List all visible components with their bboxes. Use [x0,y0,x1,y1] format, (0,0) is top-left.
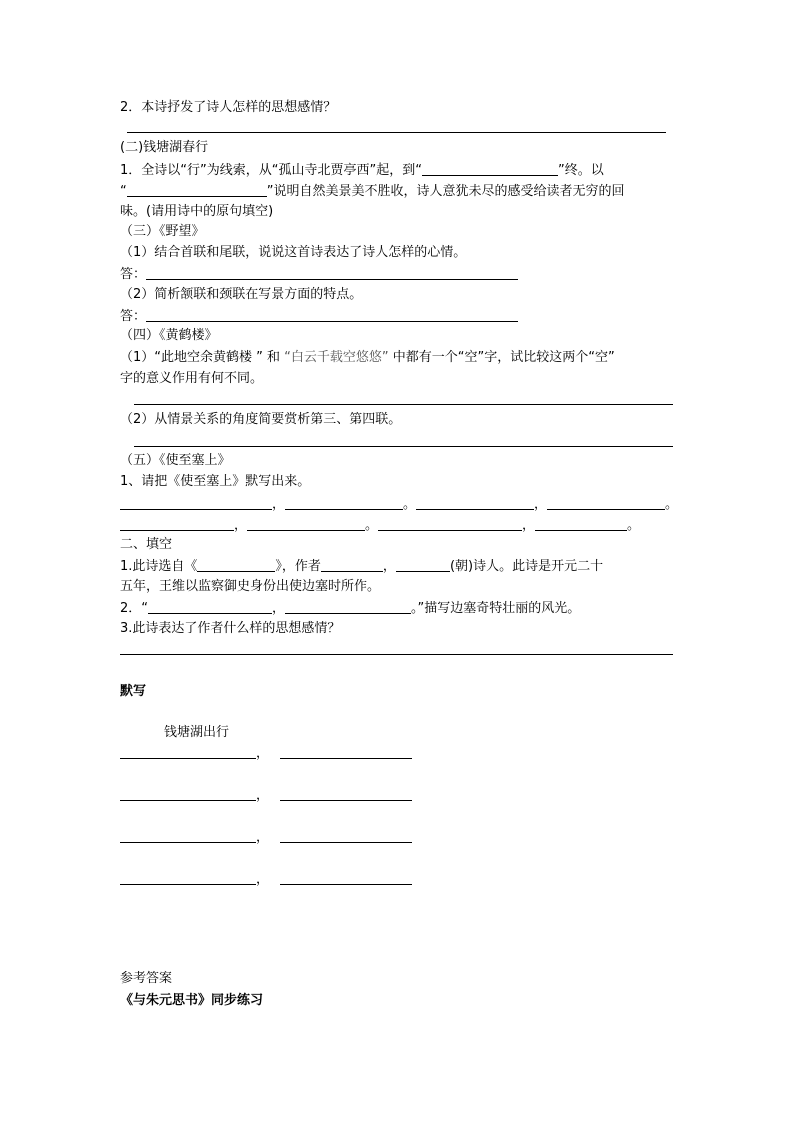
fill-blank[interactable] [280,787,412,801]
section-4-question-1: （1）“此地空余黄鹤楼 ” 和 “白云千载空悠悠” 中都有一个“空”字，试比较这两个“空” [120,350,615,365]
section-5-title: （五）《使至塞上》 [120,453,231,468]
fill-blank[interactable] [120,745,256,759]
next-exercise-title: 《与朱元思书》同步练习 [120,993,264,1008]
section-4-question-2: （2）从情景关系的角度简要赏析第三、第四联。 [120,412,402,427]
fill-blank[interactable] [120,871,256,885]
fill-blank[interactable] [547,496,665,510]
fill-question-1: 1.此诗选自《 》，作者 ， (朝)诗人。此诗是开元二十 [120,559,604,574]
fill-blank[interactable] [120,787,256,801]
dictation-line: ， [120,787,412,804]
answer-line[interactable] [146,266,518,280]
answers-title: 参考答案 [120,971,173,986]
answer-line[interactable] [127,132,666,133]
fill-blank[interactable] [247,517,365,531]
part-2-title: 二、填空 [120,537,173,552]
section-3-question-2: （2）简析颔联和颈联在写景方面的特点。 [120,287,363,302]
fill-blank[interactable] [416,496,534,510]
section-2-title: (二)钱塘湖春行 [120,140,209,155]
section-2-question-1-note: 味。(请用诗中的原句填空) [120,204,274,219]
fill-blank[interactable] [422,162,558,176]
fill-blank[interactable] [396,558,450,572]
section-4-question-1-cont: 字的意义作用有何不同。 [120,371,264,386]
fill-blank[interactable] [120,517,234,531]
fill-blank[interactable] [120,496,272,510]
section-3-title: （三）《野望》 [120,224,205,239]
dictation-title: 默写 [120,684,147,699]
fill-question-2: 2．“ ， 。”描写边塞奇特壮丽的风光。 [120,601,581,616]
section-4-title: （四）《黄鹤楼》 [120,328,218,343]
fill-blank[interactable] [321,558,383,572]
fill-blank[interactable] [378,517,522,531]
fill-blank[interactable] [148,600,272,614]
fill-blank[interactable] [285,496,403,510]
fill-blank[interactable] [280,829,412,843]
answer-line[interactable] [120,654,673,655]
fill-blank[interactable] [127,183,267,197]
answer-row: 答： [120,308,518,325]
section-3-question-1: （1）结合首联和尾联，说说这首诗表达了诗人怎样的心情。 [120,245,467,260]
fill-blank[interactable] [535,517,627,531]
section-5-question-1: 1、请把《使至塞上》默写出来。 [120,474,311,489]
dictation-line: ， [120,745,412,762]
answer-row: 答： [120,266,518,283]
dictation-poem-title: 钱塘湖出行 [164,725,230,740]
answer-line[interactable] [146,308,518,322]
answer-line[interactable] [134,446,673,447]
section-2-question-1: 1．全诗以“行”为线索，从“孤山寺北贾亭西”起，到“ ”终。以 [120,163,604,178]
fill-blank[interactable] [197,558,275,572]
fill-question-1-cont: 五年，王维以监察御史身份出使边塞时所作。 [120,579,381,594]
dictation-line: ， [120,871,412,888]
question-2: 2．本诗抒发了诗人怎样的思想感情？ [120,100,337,115]
section-2-question-1-cont: “ ”说明自然美景美不胜收，诗人意犹未尽的感受给读者无穷的回 [120,184,625,199]
dictation-row: ， 。 ， 。 [120,517,640,534]
fill-blank[interactable] [280,871,412,885]
fill-question-3: 3.此诗表达了作者什么样的思想感情？ [120,621,341,636]
fill-blank[interactable] [285,600,411,614]
dictation-row: ， 。 ， 。 [120,496,678,513]
answer-line[interactable] [134,404,673,405]
fill-blank[interactable] [280,745,412,759]
fill-blank[interactable] [120,829,256,843]
dictation-line: ， [120,829,412,846]
